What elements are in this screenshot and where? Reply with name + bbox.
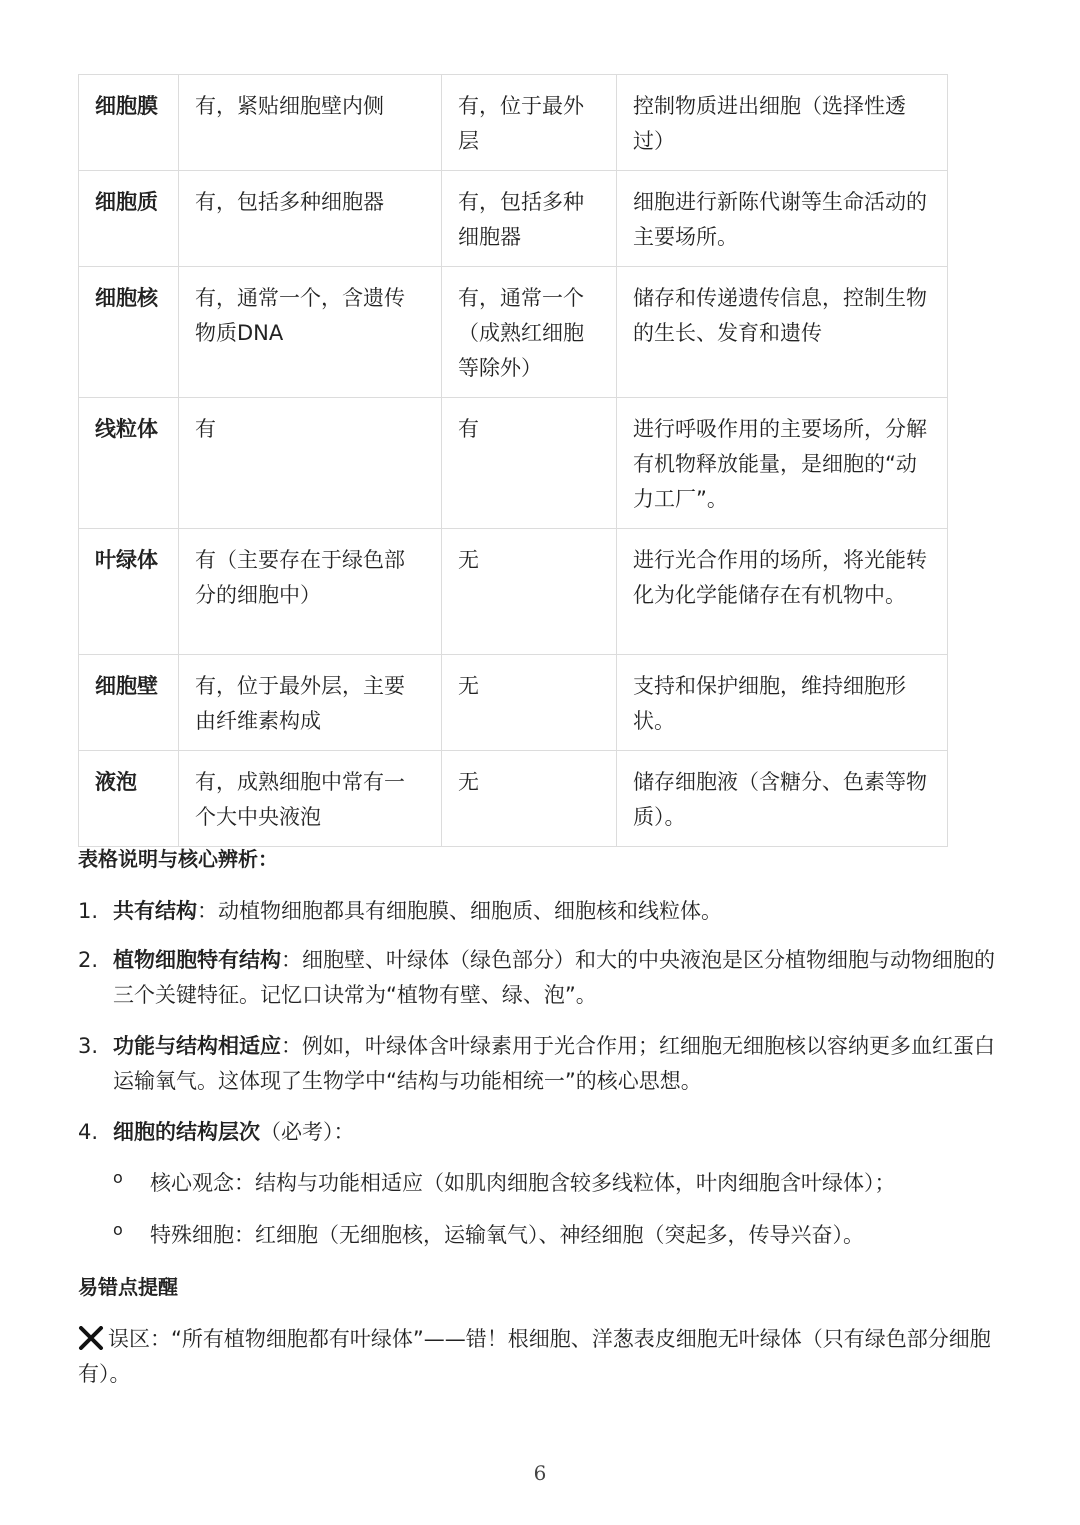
list-item	[78, 1029, 998, 1099]
sub-list-item	[113, 1218, 993, 1253]
plant-cell-cell: 有，紧贴细胞壁内侧	[179, 75, 442, 171]
structure-name: 细胞膜	[79, 75, 179, 171]
structure-name: 细胞壁	[79, 655, 179, 751]
list-item	[78, 943, 998, 1013]
table-row	[79, 398, 948, 529]
animal-cell-cell: 有	[442, 398, 617, 529]
table-row	[79, 171, 948, 267]
structure-name: 液泡	[79, 751, 179, 847]
animal-cell-cell: 无	[442, 529, 617, 655]
animal-cell-cell: 无	[442, 655, 617, 751]
plant-cell-cell: 有，成熟细胞中常有一个大中央液泡	[179, 751, 442, 847]
list-number: 3.	[78, 1034, 99, 1058]
structure-name: 细胞核	[79, 267, 179, 398]
list-item-text: （必考）：	[260, 1120, 355, 1144]
table-row	[79, 529, 948, 655]
plant-cell-cell: 有，通常一个，含遗传物质DNA	[179, 267, 442, 398]
organelle-comparison-table	[78, 74, 948, 847]
list-item	[78, 894, 998, 929]
hollow-bullet-icon: o	[113, 1168, 123, 1187]
list-item-text: ：细胞壁、叶绿体（绿色部分）和大的中央液泡是区分植物细胞与动物细胞的三个关键特征。记忆口诀常为“植物有壁、绿、泡”。	[113, 948, 995, 1007]
animal-cell-cell: 有，通常一个（成熟红细胞等除外）	[442, 267, 617, 398]
analysis-heading: 表格说明与核心辨析：	[78, 847, 278, 871]
list-number: 2.	[78, 948, 99, 972]
table-row	[79, 751, 948, 847]
list-item-lead: 共有结构	[113, 899, 197, 923]
hollow-bullet-icon: o	[113, 1220, 123, 1239]
table-row	[79, 267, 948, 398]
pitfall-text: 误区：“所有植物细胞都有叶绿体”——错！根细胞、洋葱表皮细胞无叶绿体（只有绿色部分细胞有）。	[78, 1327, 991, 1386]
list-item-lead: 功能与结构相适应	[113, 1034, 281, 1058]
sub-list-item	[113, 1166, 993, 1201]
list-number: 1.	[78, 899, 99, 923]
structure-name: 叶绿体	[79, 529, 179, 655]
plant-cell-cell: 有	[179, 398, 442, 529]
function-cell: 控制物质进出细胞（选择性透过）	[617, 75, 948, 171]
table-row	[79, 655, 948, 751]
plant-cell-cell: 有，位于最外层，主要由纤维素构成	[179, 655, 442, 751]
plant-cell-cell: 有（主要存在于绿色部分的细胞中）	[179, 529, 442, 655]
table-row	[79, 75, 948, 171]
animal-cell-cell: 无	[442, 751, 617, 847]
plant-cell-cell: 有，包括多种细胞器	[179, 171, 442, 267]
list-number: 4.	[78, 1120, 99, 1144]
list-item-text: ：例如，叶绿体含叶绿素用于光合作用；红细胞无细胞核以容纳更多血红蛋白运输氧气。这体现了生物学中“结构与功能相统一”的核心思想。	[113, 1034, 995, 1093]
animal-cell-cell: 有，包括多种细胞器	[442, 171, 617, 267]
cross-mark-icon	[78, 1326, 104, 1350]
function-cell: 储存细胞液（含糖分、色素等物质）。	[617, 751, 948, 847]
sub-list-item-text: 核心观念：结构与功能相适应（如肌肉细胞含较多线粒体，叶肉细胞含叶绿体）；	[150, 1171, 896, 1195]
function-cell: 支持和保护细胞，维持细胞形状。	[617, 655, 948, 751]
structure-name: 细胞质	[79, 171, 179, 267]
animal-cell-cell: 有，位于最外层	[442, 75, 617, 171]
pitfall-note	[78, 1322, 998, 1392]
function-cell: 细胞进行新陈代谢等生命活动的主要场所。	[617, 171, 948, 267]
page-number: 6	[533, 1461, 547, 1485]
function-cell: 储存和传递遗传信息，控制生物的生长、发育和遗传	[617, 267, 948, 398]
function-cell: 进行光合作用的场所，将光能转化为化学能储存在有机物中。	[617, 529, 948, 655]
pitfalls-heading: 易错点提醒	[78, 1275, 178, 1299]
list-item-text: ：动植物细胞都具有细胞膜、细胞质、细胞核和线粒体。	[197, 899, 722, 923]
list-item	[78, 1115, 998, 1150]
sub-list-item-text: 特殊细胞：红细胞（无细胞核，运输氧气）、神经细胞（突起多，传导兴奋）。	[150, 1223, 864, 1247]
function-cell: 进行呼吸作用的主要场所，分解有机物释放能量，是细胞的“动力工厂”。	[617, 398, 948, 529]
structure-name: 线粒体	[79, 398, 179, 529]
list-item-lead: 植物细胞特有结构	[113, 948, 281, 972]
list-item-lead: 细胞的结构层次	[113, 1120, 260, 1144]
